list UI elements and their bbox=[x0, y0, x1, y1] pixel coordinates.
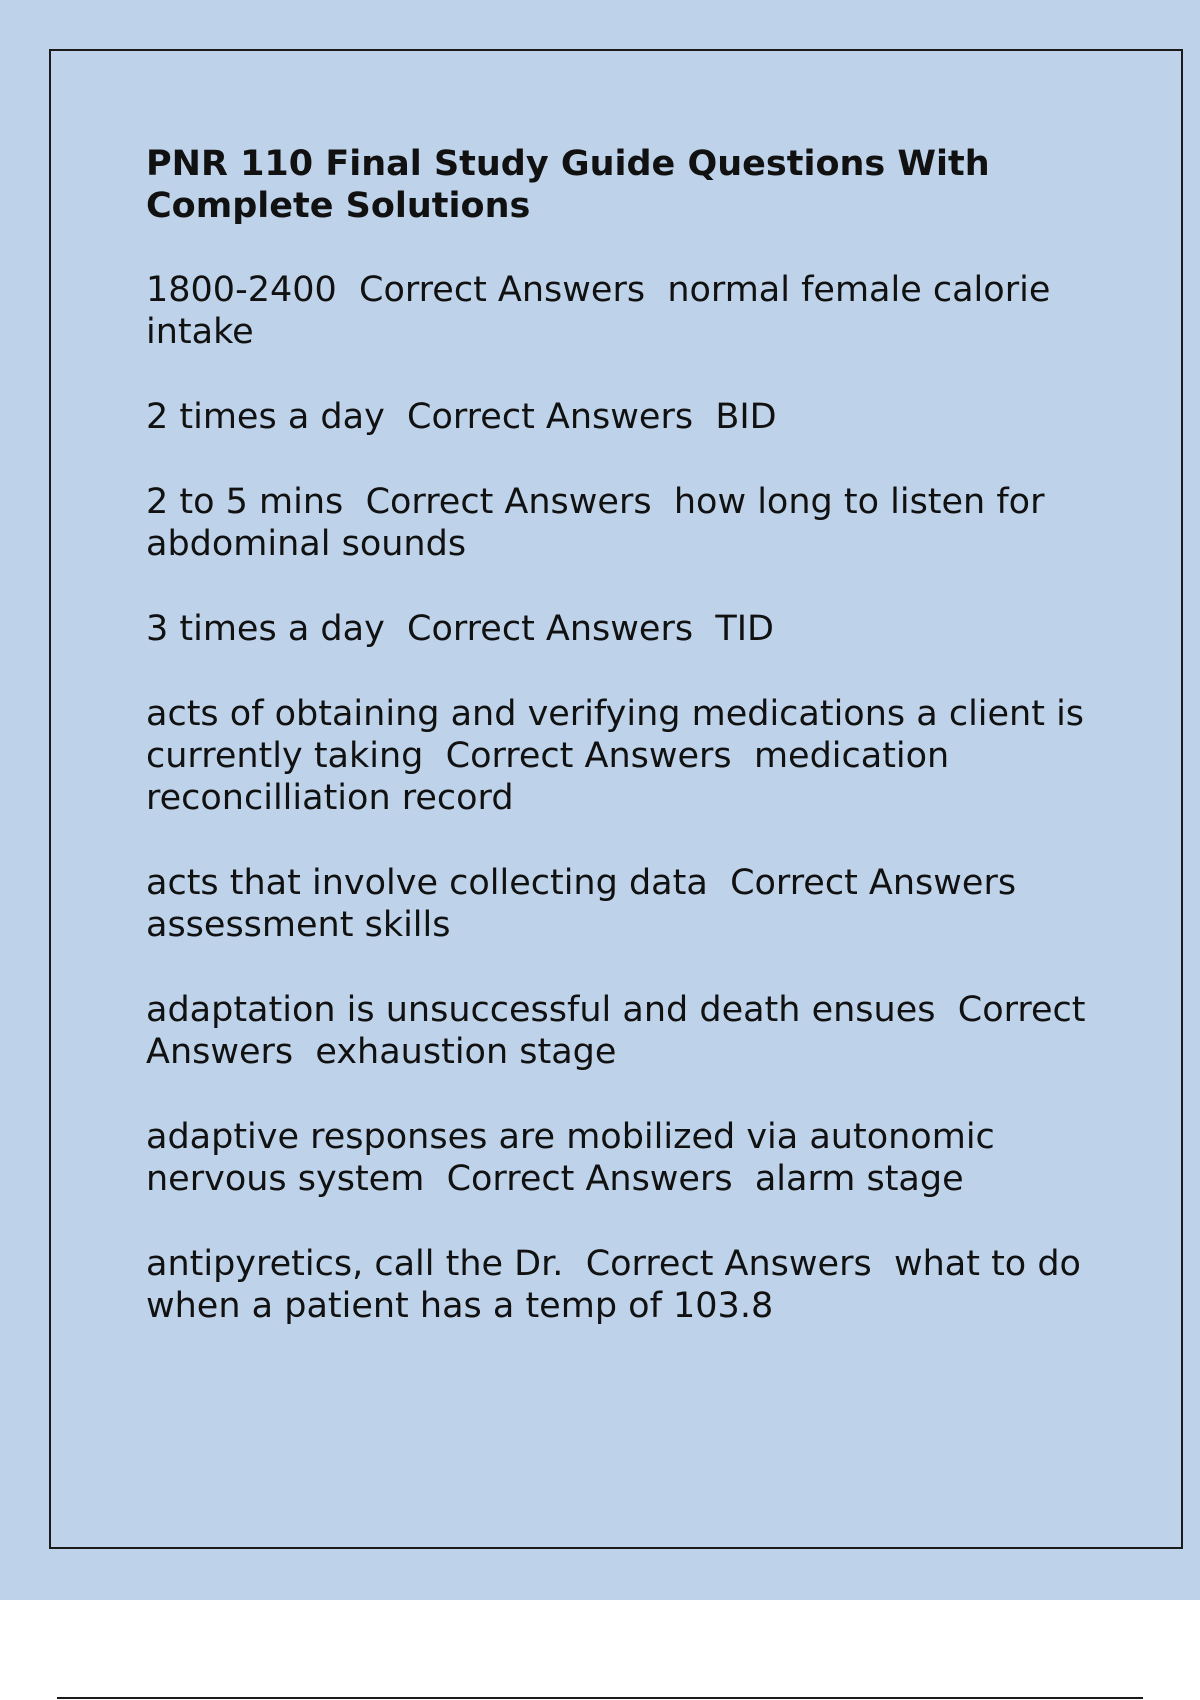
qa-question: 3 times a day bbox=[146, 609, 385, 649]
document-content bbox=[146, 143, 1096, 1370]
qa-separator: Correct Answers bbox=[730, 863, 1017, 903]
qa-answer: TID bbox=[715, 609, 774, 649]
qa-entry bbox=[146, 693, 1096, 819]
qa-entry bbox=[146, 989, 1096, 1073]
qa-entry bbox=[146, 862, 1096, 946]
qa-question: 2 to 5 mins bbox=[146, 482, 344, 522]
document-title: PNR 110 Final Study Guide Questions With Complete Solutions bbox=[146, 144, 990, 226]
qa-entry bbox=[146, 481, 1096, 565]
qa-entry bbox=[146, 1116, 1096, 1200]
qa-answer: normal female calorie intake bbox=[146, 270, 1062, 352]
qa-question: acts that involve collecting data bbox=[146, 863, 708, 903]
qa-answer: BID bbox=[715, 397, 777, 437]
qa-question: 1800-2400 bbox=[146, 270, 337, 310]
qa-question: acts of obtaining and verifying medications a client is currently taking bbox=[146, 694, 1096, 776]
qa-question: 2 times a day bbox=[146, 397, 385, 437]
qa-entry bbox=[146, 396, 1096, 438]
qa-question: adaptive responses are mobilized via autonomic nervous system bbox=[146, 1117, 1006, 1199]
qa-separator: Correct Answers bbox=[146, 990, 1097, 1072]
qa-separator: Correct Answers bbox=[365, 482, 652, 522]
qa-separator: Correct Answers bbox=[407, 397, 694, 437]
qa-entry bbox=[146, 269, 1096, 353]
qa-separator: Correct Answers bbox=[359, 270, 646, 310]
qa-answer: alarm stage bbox=[754, 1159, 964, 1199]
qa-question: antipyretics, call the Dr. bbox=[146, 1244, 564, 1284]
qa-separator: Correct Answers bbox=[585, 1244, 872, 1284]
footer-divider bbox=[57, 1697, 1143, 1699]
qa-answer: assessment skills bbox=[146, 905, 451, 945]
qa-answer: exhaustion stage bbox=[315, 1032, 617, 1072]
qa-answer: how long to listen for abdominal sounds bbox=[146, 482, 1056, 564]
qa-separator: Correct Answers bbox=[407, 609, 694, 649]
qa-entry bbox=[146, 1243, 1096, 1327]
qa-separator: Correct Answers bbox=[445, 736, 732, 776]
qa-question: adaptation is unsuccessful and death ensues bbox=[146, 990, 936, 1030]
qa-separator: Correct Answers bbox=[446, 1159, 733, 1199]
qa-list bbox=[146, 269, 1096, 1327]
qa-answer: what to do when a patient has a temp of 103.8 bbox=[146, 1244, 1093, 1326]
qa-answer: medication reconcilliation record bbox=[146, 736, 961, 818]
qa-entry bbox=[146, 608, 1096, 650]
